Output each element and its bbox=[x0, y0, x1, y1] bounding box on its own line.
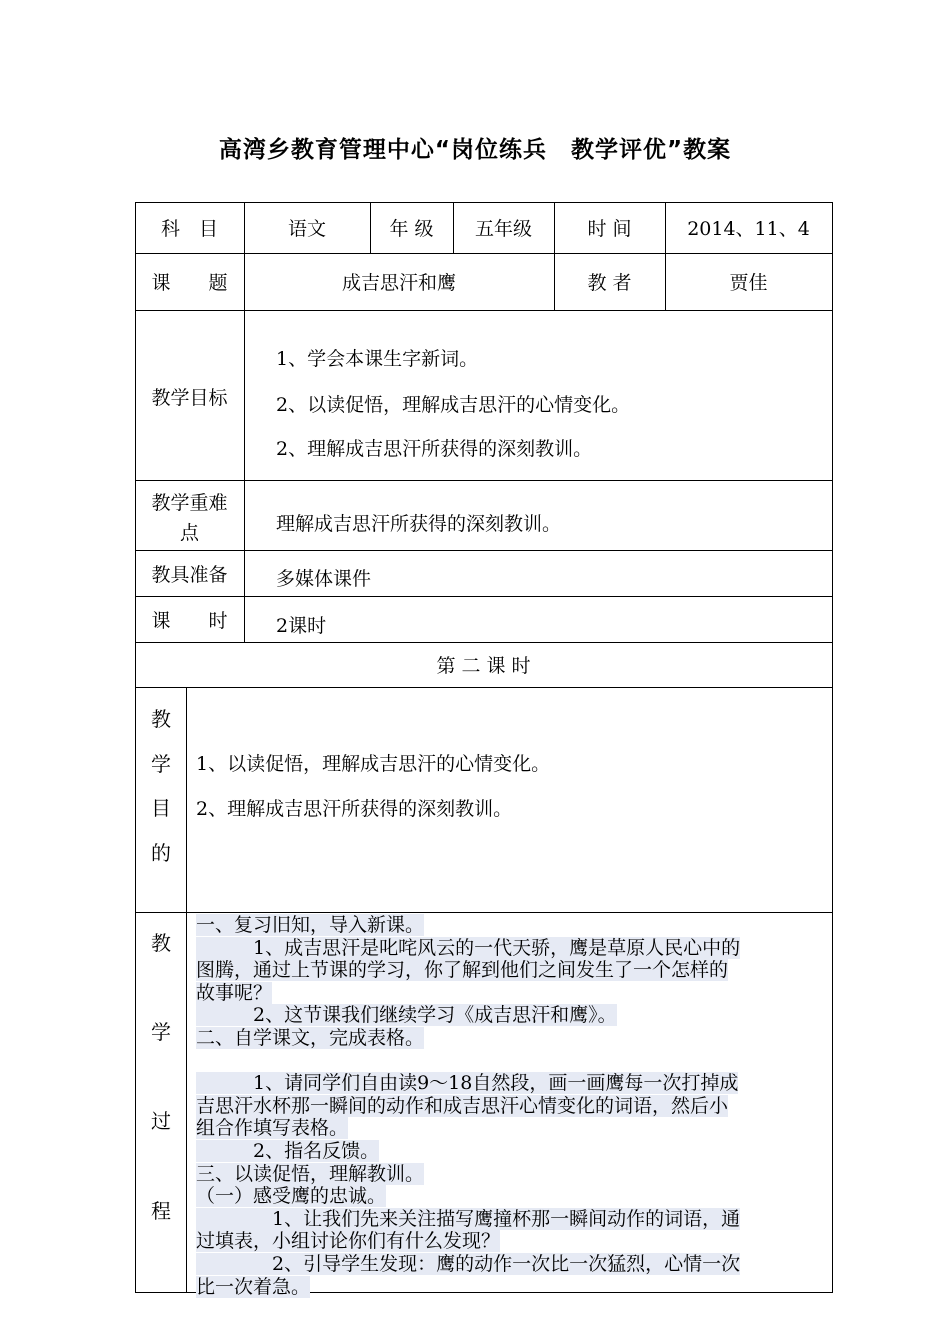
process-line: 一、复习旧知，导入新课。 bbox=[196, 914, 425, 936]
topic-value: 成吉思汗和鹰 bbox=[341, 272, 456, 294]
section-header: 第 二 课 时 bbox=[436, 655, 531, 677]
purpose-item: 1、以读促悟，理解成吉思汗的心情变化。 bbox=[196, 753, 551, 775]
goal-item: 2、以读促悟，理解成吉思汗的心情变化。 bbox=[276, 394, 631, 416]
process-line: 三、以读促悟，理解教训。 bbox=[196, 1162, 425, 1185]
time-label: 时 间 bbox=[587, 218, 632, 240]
process-line: 组合作填写表格。 bbox=[196, 1117, 349, 1140]
tools-label: 教具准备 bbox=[151, 563, 228, 586]
tools-value: 多媒体课件 bbox=[276, 568, 372, 590]
goals-list bbox=[276, 310, 816, 480]
goal-item: 2、理解成吉思汗所获得的深刻教训。 bbox=[276, 438, 593, 460]
topic-label: 课 题 bbox=[151, 272, 228, 294]
goal-item: 1、学会本课生字新词。 bbox=[276, 348, 479, 370]
process-line: 1、让我们先来关注描写鹰撞杯那一瞬间动作的词语，通 bbox=[196, 1207, 741, 1230]
process-line: 2、指名反馈。 bbox=[196, 1139, 380, 1162]
keypoints-value: 理解成吉思汗所获得的深刻教训。 bbox=[276, 513, 562, 535]
grade-value: 五年级 bbox=[474, 218, 532, 240]
process-line: 2、引导学生发现：鹰的动作一次比一次猛烈，心情一次 bbox=[196, 1252, 741, 1275]
process-line: 故事呢？ bbox=[196, 981, 273, 1004]
teacher-value: 贾佳 bbox=[729, 272, 768, 294]
hours-value: 2课时 bbox=[276, 615, 327, 637]
process-line: 二、自学课文，完成表格。 bbox=[196, 1026, 425, 1049]
hours-label: 课 时 bbox=[151, 609, 228, 632]
process-line: 1、请同学们自由读9～18自然段，画一画鹰每一次打掉成 bbox=[196, 1072, 739, 1095]
purpose-item: 2、理解成吉思汗所获得的深刻教训。 bbox=[196, 798, 513, 820]
process-line: 2、这节课我们继续学习《成吉思汗和鹰》。 bbox=[196, 1004, 617, 1027]
goals-label: 教学目标 bbox=[151, 387, 228, 409]
process-line: 吉思汗水杯那一瞬间的动作和成吉思汗心情变化的词语，然后小 bbox=[196, 1094, 729, 1117]
time-value: 2014、11、4 bbox=[687, 218, 810, 240]
subject-label: 科 目 bbox=[160, 218, 218, 240]
process-content bbox=[196, 914, 830, 1298]
process-line: 过填表，小组讨论你们有什么发现？ bbox=[196, 1230, 501, 1253]
process-line: （一）感受鹰的忠诚。 bbox=[196, 1185, 387, 1208]
page-title: 高湾乡教育管理中心“岗位练兵 教学评优”教案 bbox=[218, 137, 732, 163]
process-line: 比一次着急。 bbox=[196, 1275, 311, 1298]
subject-value: 语文 bbox=[287, 218, 326, 240]
process-line: 图腾，通过上节课的学习，你了解到他们之间发生了一个怎样的 bbox=[196, 959, 729, 982]
process-line: 1、成吉思汗是叱咤风云的一代天骄，鹰是草原人民心中的 bbox=[196, 936, 741, 959]
teacher-label: 教 者 bbox=[587, 272, 632, 294]
grade-label: 年 级 bbox=[389, 218, 434, 240]
keypoints-label: 教学重难 点 bbox=[151, 492, 228, 544]
